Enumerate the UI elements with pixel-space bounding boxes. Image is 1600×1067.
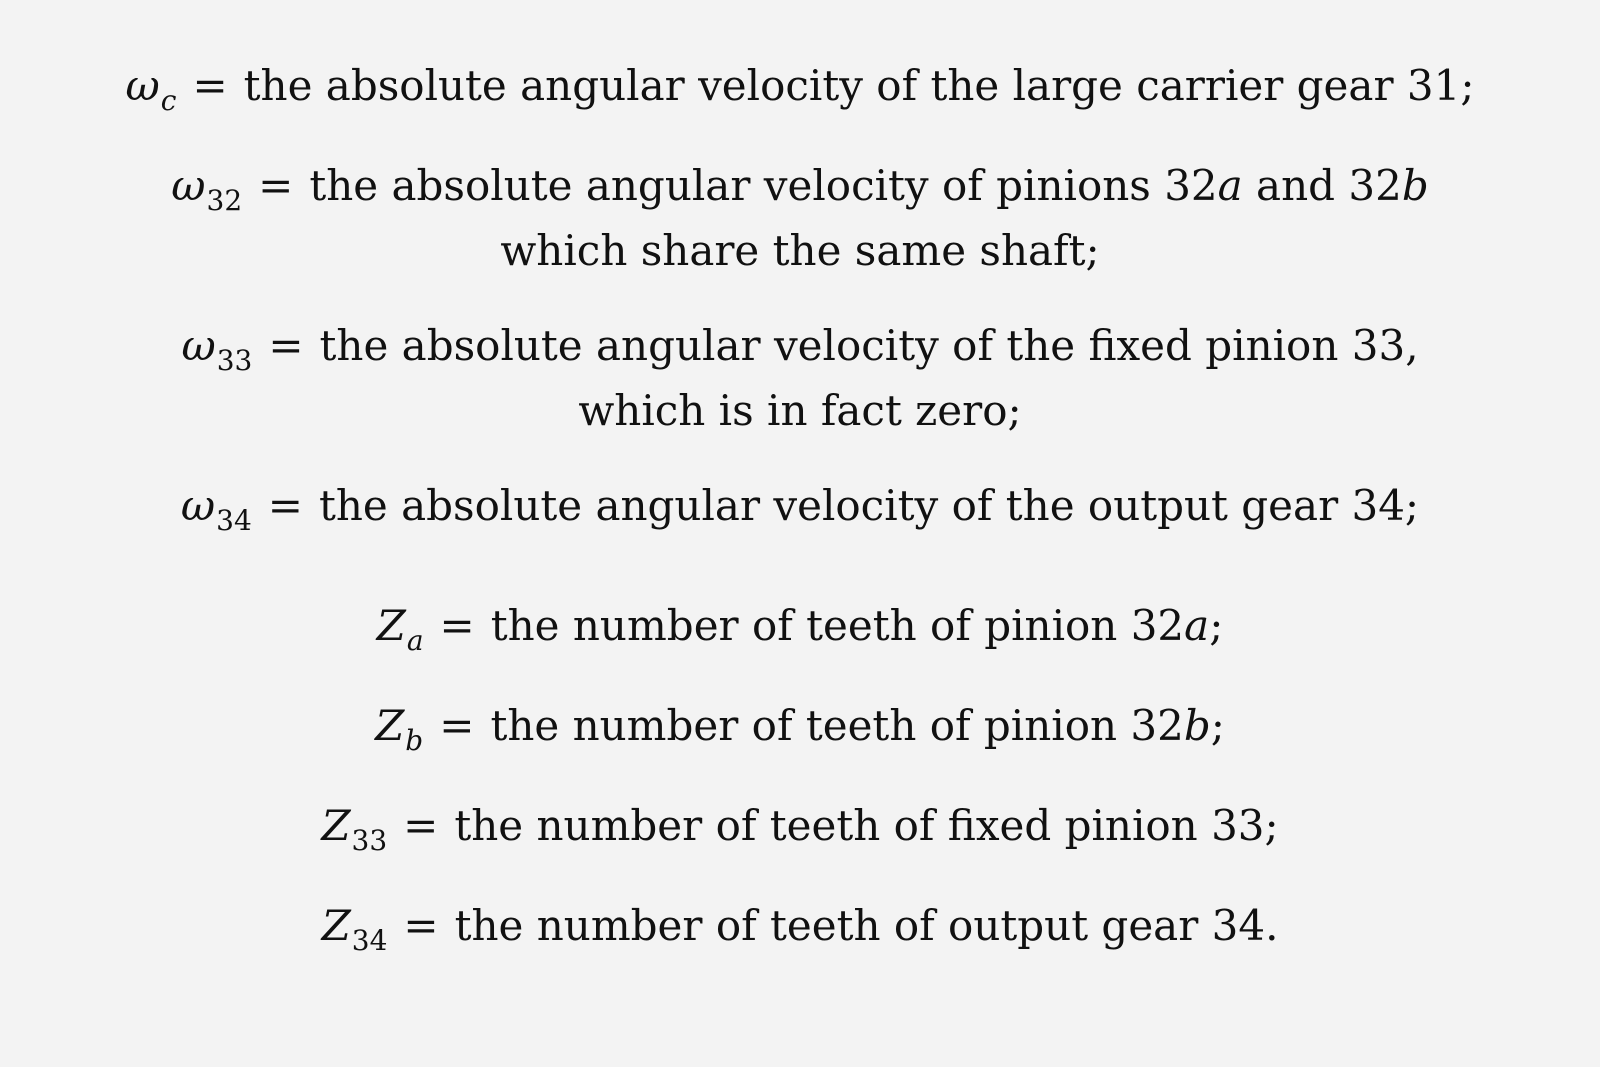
- definition-text-end: which share the same shaft;: [500, 226, 1100, 275]
- equals-sign: =: [268, 321, 304, 370]
- definition-symbol: ω: [171, 161, 206, 210]
- definition-z-34: [120, 896, 1480, 961]
- definition-text: the absolute angular velocity of pinions 32: [309, 161, 1218, 210]
- equals-sign: =: [258, 161, 294, 210]
- equals-sign: =: [439, 701, 475, 750]
- definition-omega-c: [120, 56, 1480, 121]
- definition-symbol: Z: [321, 801, 351, 850]
- definition-omega-33: [120, 316, 1480, 441]
- definition-symbol: Z: [376, 601, 406, 650]
- definition-symbol: Z: [321, 901, 351, 950]
- definition-text: the absolute angular velocity of the fixed pinion 33, which is in fact zero;: [319, 321, 1419, 435]
- definition-text-end: ;: [1210, 701, 1225, 750]
- definition-subscript: 33: [216, 344, 253, 377]
- definition-symbol: ω: [125, 61, 160, 110]
- definition-z-b: [120, 696, 1480, 761]
- definition-text: the number of teeth of pinion 32: [490, 701, 1184, 750]
- equals-sign: =: [192, 61, 228, 110]
- definition-text-end: ;: [1209, 601, 1224, 650]
- definition-subscript: b: [405, 724, 424, 757]
- definition-z-33: [120, 796, 1480, 861]
- definition-text: the number of teeth of pinion 32: [490, 601, 1185, 650]
- equals-sign: =: [439, 601, 475, 650]
- definition-text: the number of teeth of fixed pinion 33;: [454, 801, 1279, 850]
- definition-subscript: 34: [351, 924, 388, 957]
- definition-symbol: Z: [375, 701, 405, 750]
- pinion-variable-a: a: [1217, 161, 1243, 210]
- pinion-variable-b: b: [1401, 161, 1429, 210]
- definition-text: the number of teeth of output gear 34.: [454, 901, 1279, 950]
- definition-z-a: [120, 596, 1480, 661]
- definition-subscript: 33: [351, 824, 388, 857]
- definition-text: the absolute angular velocity of the output gear 34;: [318, 481, 1420, 530]
- definition-omega-34: [120, 476, 1480, 541]
- equals-sign: =: [267, 481, 303, 530]
- equals-sign: =: [403, 901, 439, 950]
- definition-text: the absolute angular velocity of the large carrier gear 31;: [243, 61, 1475, 110]
- pinion-variable-a: a: [1184, 601, 1210, 650]
- definition-subscript: c: [160, 84, 177, 117]
- equals-sign: =: [403, 801, 439, 850]
- pinion-variable-b: b: [1183, 701, 1211, 750]
- definition-omega-32: [120, 156, 1480, 281]
- definition-symbol: ω: [181, 321, 216, 370]
- definition-symbol: ω: [180, 481, 216, 530]
- definition-text-middle: and 32: [1242, 161, 1402, 210]
- definition-subscript: 32: [206, 184, 243, 217]
- definition-subscript: a: [406, 624, 424, 657]
- definition-subscript: 34: [216, 504, 252, 537]
